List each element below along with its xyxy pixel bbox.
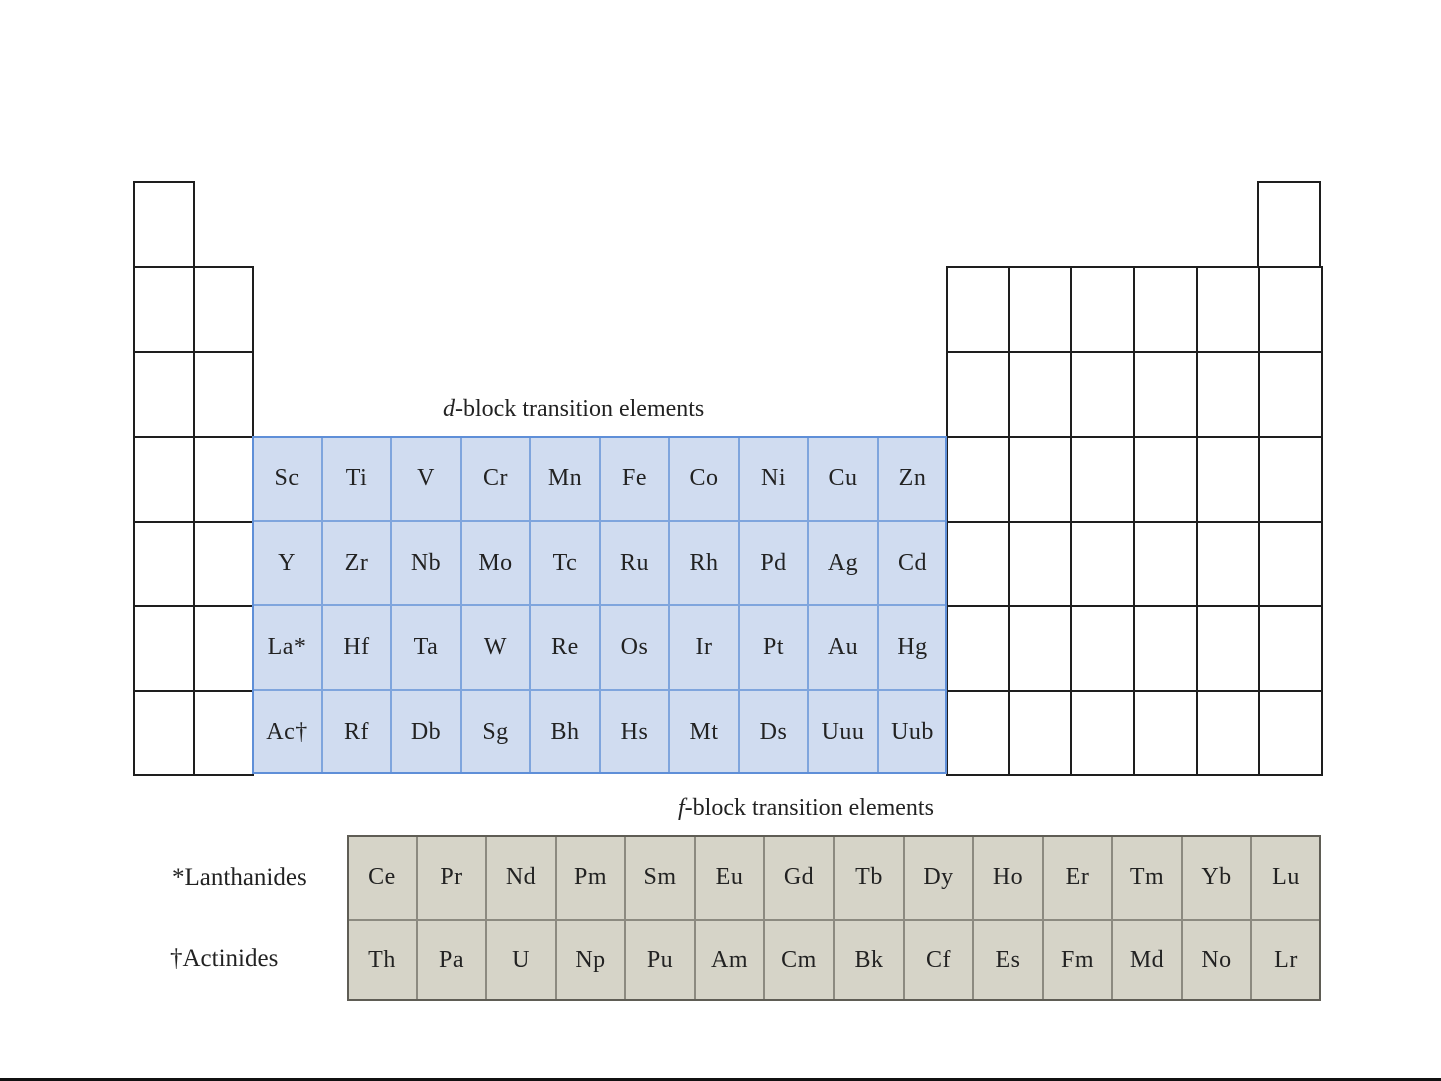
element-symbol: Yb [1201,864,1232,890]
p-block-cell [1196,351,1260,438]
element-symbol: Nb [410,549,442,576]
p-block-cell [946,351,1010,438]
element-cell-cd [878,521,947,605]
element-cell-re [530,605,600,690]
element-symbol: Ta [413,634,439,660]
element-symbol: Md [1129,947,1165,973]
element-symbol: Nd [505,864,537,890]
p-block-cell [1070,351,1135,438]
p-block-cell [1258,521,1323,607]
p-block-cell [1070,436,1135,523]
element-symbol: Pt [762,634,784,660]
p-block-cell [946,521,1010,607]
element-symbol: Th [368,947,396,973]
element-cell-nd [486,835,556,920]
element-cell-hf [322,605,391,690]
element-symbol: Mo [478,549,513,576]
group-2-cell [193,690,254,776]
element-symbol: Pu [646,947,674,973]
element-cell-uub [878,690,947,774]
element-symbol: Mn [547,465,583,491]
p-block-cell [1008,436,1072,523]
element-symbol: Ac† [266,718,308,745]
element-symbol: Tm [1129,864,1165,890]
element-cell-tm [1112,835,1182,920]
element-symbol: Cr [483,465,508,491]
element-symbol: Bh [550,718,580,745]
element-cell-zr [322,521,391,605]
element-symbol: Tb [855,864,883,890]
element-symbol: Au [827,634,859,660]
p-block-cell [1196,521,1260,607]
element-cell-nb [391,521,461,605]
element-cell-os [600,605,669,690]
element-symbol: Ds [759,718,788,745]
element-cell-cr [461,436,530,521]
element-cell-rf [322,690,391,774]
element-cell-u [486,920,556,1001]
element-cell-hg [878,605,947,690]
group-2-cell [193,605,254,692]
element-cell-db [391,690,461,774]
p-block-cell [1008,690,1072,776]
f-block-label [678,795,934,822]
element-symbol: Lr [1274,947,1298,973]
p-block-cell [1196,605,1260,692]
element-cell-fm [1043,920,1112,1001]
element-symbol: Lu [1272,864,1300,890]
element-cell-fe [600,436,669,521]
element-cell-uuu [808,690,878,774]
element-symbol: Hg [897,634,928,660]
element-symbol: Tc [552,549,578,576]
element-cell-zn [878,436,947,521]
element-symbol: Gd [783,864,815,890]
element-cell-v [391,436,461,521]
element-symbol: Y [278,549,296,576]
group-1-cell [133,351,195,438]
element-symbol: Ru [619,549,649,576]
element-cell-pm [556,835,625,920]
p-block-cell [1070,605,1135,692]
element-symbol: Es [995,947,1021,973]
element-symbol: Er [1065,864,1090,890]
p-block-cell [946,690,1010,776]
element-symbol: Db [410,718,442,745]
element-cell-pd [739,521,808,605]
p-block-cell [1133,351,1198,438]
p-block-cell [1008,351,1072,438]
element-symbol: Sg [482,718,509,745]
p-block-cell [1258,351,1323,438]
element-symbol: Os [620,634,649,660]
element-symbol: Ti [345,465,368,491]
p-block-cell [1070,690,1135,776]
group-2-cell [193,351,254,438]
lanthanides-label: *Lanthanides [172,864,307,891]
d-block-label [443,396,704,423]
element-cell-yb [1182,835,1251,920]
f-block-label-letter: f [678,795,685,821]
element-symbol: Mt [689,718,719,745]
element-symbol: Ho [992,864,1024,890]
element-cell-sm [625,835,695,920]
element-symbol: U [512,947,530,973]
group-2-cell [193,436,254,523]
element-cell-ho [973,835,1043,920]
element-symbol: No [1201,947,1232,973]
element-cell-pr [417,835,486,920]
element-cell-cm [764,920,834,1001]
element-cell-rh [669,521,739,605]
element-cell-pa [417,920,486,1001]
p-block-cell [1258,690,1323,776]
p-block-cell [1196,436,1260,523]
element-symbol: Cd [897,549,927,576]
element-symbol: Pr [440,864,463,890]
element-symbol: Bk [854,947,884,973]
group-1-cell [133,605,195,692]
element-symbol: Ag [827,549,859,576]
group-18-cell [1257,181,1321,268]
element-symbol: Pa [439,947,464,973]
element-cell-th [347,920,417,1001]
element-cell-ta [391,605,461,690]
element-cell-mo [461,521,530,605]
element-cell-ac [252,690,322,774]
p-block-cell [1133,436,1198,523]
p-block-cell [1196,266,1260,353]
element-cell-sc [252,436,322,521]
d-block-label-letter: d [443,396,455,422]
element-symbol: Sc [274,465,300,491]
element-symbol: Co [689,465,719,491]
element-symbol: Sm [643,864,677,890]
group-1-cell [133,690,195,776]
element-cell-am [695,920,764,1001]
element-cell-y [252,521,322,605]
element-cell-bh [530,690,600,774]
element-cell-cf [904,920,973,1001]
element-symbol: Cm [781,947,817,973]
element-symbol: Re [551,634,579,660]
element-symbol: Np [575,947,606,973]
element-cell-gd [764,835,834,920]
element-cell-lr [1251,920,1321,1001]
element-symbol: V [417,465,435,491]
p-block-cell [1133,521,1198,607]
p-block-cell [1258,436,1323,523]
f-block-label-text: -block transition elements [684,795,934,821]
element-cell-ag [808,521,878,605]
p-block-cell [1133,690,1198,776]
element-cell-cu [808,436,878,521]
element-symbol: Ni [761,465,786,491]
p-block-cell [1008,266,1072,353]
element-cell-ir [669,605,739,690]
element-cell-no [1182,920,1251,1001]
element-symbol: Pd [760,549,787,576]
element-symbol: W [483,634,508,660]
element-cell-ce [347,835,417,920]
element-cell-la [252,605,322,690]
element-cell-pu [625,920,695,1001]
element-symbol: Zr [344,549,369,576]
p-block-cell [946,605,1010,692]
element-cell-au [808,605,878,690]
element-symbol: Ce [368,864,396,890]
element-symbol: Hf [343,634,370,660]
element-cell-dy [904,835,973,920]
p-block-cell [1008,521,1072,607]
p-block-cell [1070,521,1135,607]
p-block-cell [1070,266,1135,353]
element-cell-hs [600,690,669,774]
element-cell-md [1112,920,1182,1001]
group-1-cell [133,181,195,268]
element-symbol: Uub [891,718,934,745]
p-block-cell [1258,266,1323,353]
element-cell-mt [669,690,739,774]
p-block-cell [1008,605,1072,692]
element-symbol: Pm [573,864,607,890]
d-block-label-text: -block transition elements [455,396,705,422]
element-cell-ds [739,690,808,774]
group-1-cell [133,266,195,353]
element-symbol: Fm [1060,947,1094,973]
element-symbol: Cf [926,947,951,973]
p-block-cell [946,436,1010,523]
element-symbol: Uuu [821,718,865,745]
element-cell-np [556,920,625,1001]
p-block-cell [1133,605,1198,692]
p-block-cell [1258,605,1323,692]
element-cell-ni [739,436,808,521]
element-cell-sg [461,690,530,774]
element-cell-co [669,436,739,521]
group-2-cell [193,521,254,607]
element-cell-tc [530,521,600,605]
p-block-cell [1133,266,1198,353]
element-cell-ru [600,521,669,605]
element-symbol: Am [711,947,748,973]
actinides-label: †Actinides [170,945,279,972]
element-symbol: Dy [923,864,954,890]
element-cell-lu [1251,835,1321,920]
element-symbol: Cu [828,465,858,491]
element-cell-ti [322,436,391,521]
element-cell-tb [834,835,904,920]
element-cell-mn [530,436,600,521]
element-symbol: Hs [620,718,649,745]
p-block-cell [946,266,1010,353]
element-cell-eu [695,835,764,920]
element-cell-w [461,605,530,690]
element-symbol: Zn [898,465,927,491]
element-symbol: Ir [695,634,713,660]
element-cell-er [1043,835,1112,920]
element-cell-pt [739,605,808,690]
group-2-cell [193,266,254,353]
element-cell-es [973,920,1043,1001]
element-symbol: Rf [344,718,369,745]
group-1-cell [133,521,195,607]
element-cell-bk [834,920,904,1001]
element-symbol: Rh [689,549,719,576]
element-symbol: La* [267,634,307,660]
group-1-cell [133,436,195,523]
element-symbol: Fe [622,465,647,491]
p-block-cell [1196,690,1260,776]
element-symbol: Eu [715,864,744,890]
